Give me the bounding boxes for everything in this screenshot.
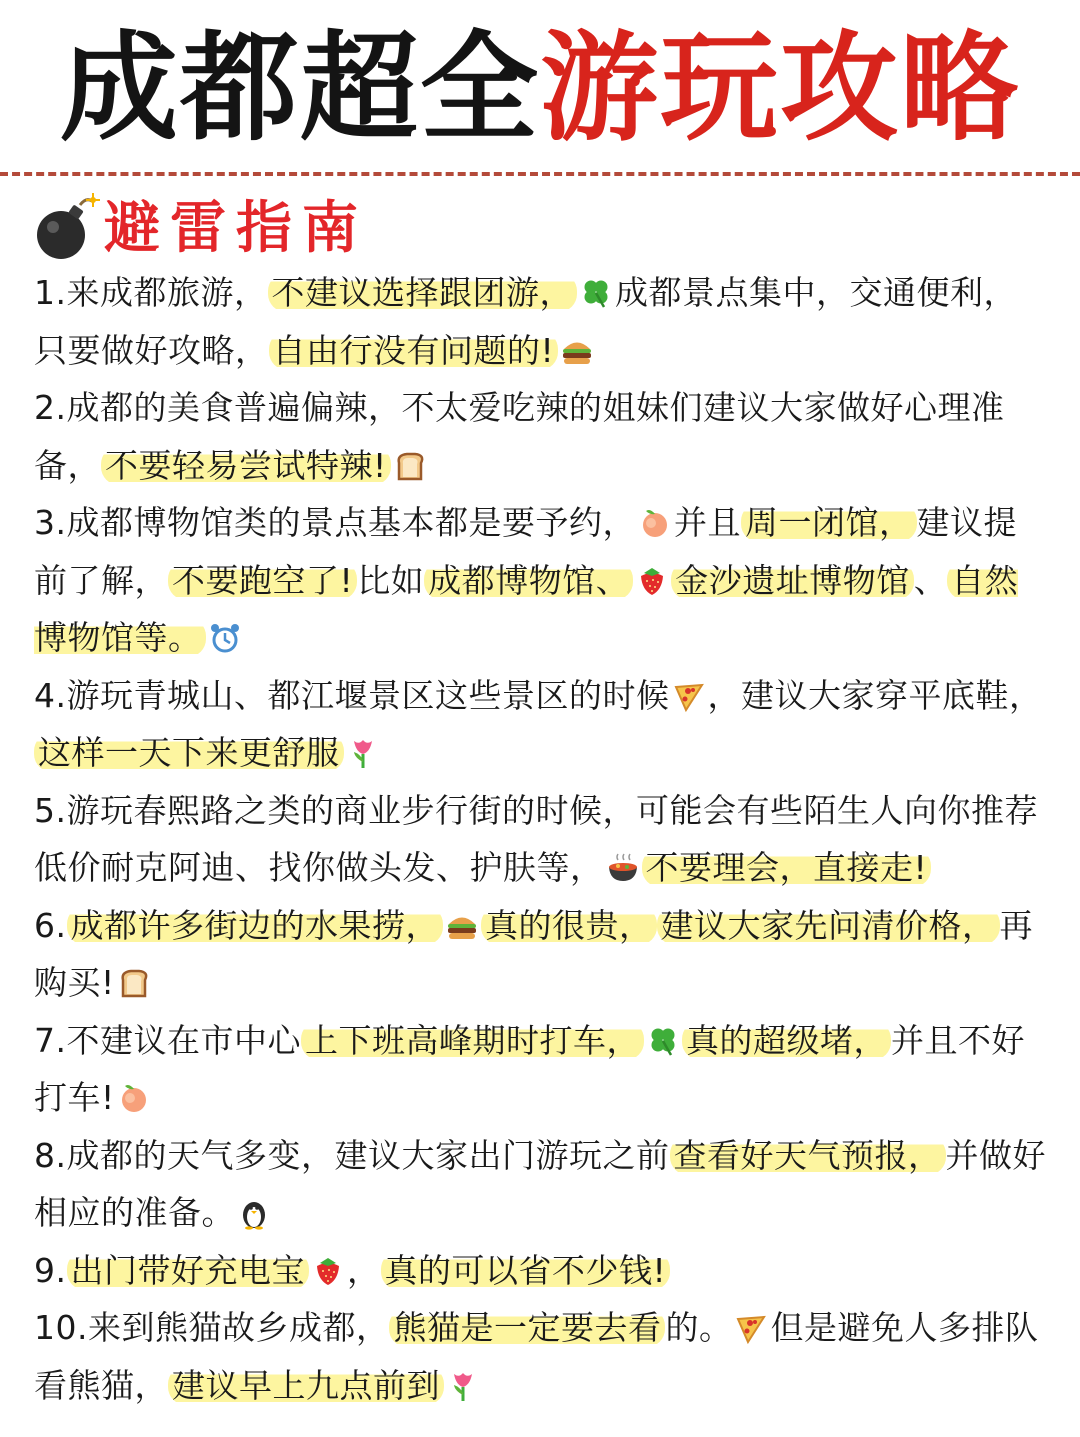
- tip-text: ，: [347, 1250, 381, 1290]
- tip-text: 9.: [34, 1250, 67, 1290]
- tip-text: 5.游玩春熙路之类的商业步行街的时候，可能会有些陌生人向你推荐低价耐克阿迪、找你做头发、护肤等，: [34, 790, 1038, 887]
- tip-text: 3.成都博物馆类的景点基本都是要予约，: [34, 503, 636, 542]
- tip-item: [34, 1012, 1048, 1127]
- tip-text: 4.游玩青城山、都江堰景区这些景区的时候: [34, 675, 670, 715]
- bread-icon: [117, 960, 151, 994]
- highlighted-text: 周一闭馆，: [741, 503, 917, 542]
- highlighted-text: 熊猫是一定要去看: [389, 1308, 665, 1347]
- dashed-divider: [0, 172, 1080, 176]
- tip-text: 建议提前了解，: [34, 503, 1017, 600]
- highlighted-text: 真的可以省不少钱!: [381, 1251, 671, 1290]
- burger-icon: [445, 903, 479, 937]
- pizza-icon: [734, 1305, 768, 1339]
- highlighted-text: 不要轻易尝试特辣!: [101, 446, 391, 485]
- bomb-icon: [30, 193, 100, 263]
- tip-text: 10.来到熊猫故乡成都，: [34, 1308, 390, 1347]
- highlighted-text: 真的很贵，: [481, 906, 657, 945]
- tip-text: 8.成都的天气多变，建议大家出门游玩之前: [34, 1135, 670, 1175]
- pot-icon: [606, 845, 640, 879]
- bread-icon: [393, 443, 427, 477]
- tip-text: 并且: [674, 503, 741, 542]
- tip-text: 再购买!: [34, 905, 1033, 1002]
- clover-icon: [579, 270, 613, 304]
- tip-text: ，建议大家穿平底鞋，: [707, 675, 1043, 715]
- highlighted-text: 成都许多街边的水果捞，: [67, 906, 444, 945]
- tip-item: [34, 1127, 1048, 1242]
- tip-text: 并做好相应的准备。: [34, 1135, 1046, 1232]
- tulip-icon: [446, 1363, 480, 1397]
- highlighted-text: 不要理会，直接走!: [642, 848, 932, 887]
- clover-icon: [646, 1018, 680, 1052]
- tip-text: 并且不好打车!: [34, 1020, 1025, 1117]
- tip-text: 7.不建议在市中心: [34, 1020, 301, 1060]
- tip-text: 但是避免人多排队看熊猫，: [34, 1308, 1039, 1405]
- highlighted-text: 查看好天气预报，: [670, 1136, 946, 1175]
- tip-item: [34, 1242, 1048, 1300]
- tip-item: [34, 782, 1048, 897]
- tip-item: [34, 264, 1048, 379]
- tulip-icon: [346, 730, 380, 764]
- pizza-icon: [672, 673, 706, 707]
- title-part-2: 游玩攻略: [540, 19, 1021, 157]
- tip-text: 成都景点集中，交通便利，只要做好攻略，: [34, 273, 1017, 370]
- peach-icon: [117, 1075, 151, 1109]
- section-header: [30, 190, 368, 266]
- tip-item: [34, 494, 1048, 667]
- highlighted-text: 金沙遗址博物馆: [671, 561, 914, 600]
- tip-item: [34, 667, 1048, 782]
- page-title: [0, 18, 1080, 158]
- tip-text: 、: [913, 560, 948, 600]
- highlighted-text: 真的超级堵，: [682, 1021, 891, 1060]
- highlighted-text: 不要跑空了!: [168, 561, 357, 600]
- highlighted-text: 这样一天下来更舒服: [34, 733, 344, 772]
- tip-text: 1.来成都旅游，: [34, 273, 268, 312]
- tip-item: [34, 897, 1048, 1012]
- strawberry-icon: [311, 1248, 345, 1282]
- tip-text: 6.: [34, 905, 67, 945]
- tip-text: 比如: [357, 560, 425, 600]
- section-title: 避雷指南: [104, 195, 368, 261]
- title-part-1: 成都超全: [59, 19, 540, 157]
- penguin-icon: [237, 1190, 271, 1224]
- strawberry-icon: [635, 558, 669, 592]
- highlighted-text: 成都博物馆、: [424, 561, 633, 600]
- tips-list: [34, 264, 1048, 1414]
- highlighted-text: 出门带好充电宝: [67, 1251, 310, 1290]
- tip-text: 的。: [665, 1308, 733, 1347]
- highlighted-text: 自然博物馆等。: [34, 560, 1019, 657]
- highlighted-text: 上下班高峰期时打车，: [301, 1021, 644, 1060]
- highlighted-text: 建议早上九点前到: [168, 1366, 444, 1405]
- peach-icon: [638, 500, 672, 534]
- highlighted-text: 自由行没有问题的!: [269, 331, 559, 370]
- highlighted-text: 建议大家先问清价格，: [657, 906, 1000, 945]
- highlighted-text: 不建议选择跟团游，: [268, 273, 578, 312]
- tip-item: [34, 379, 1048, 494]
- tip-text: 2.成都的美食普遍偏辣，不太爱吃辣的姐妹们建议大家做好心理准备，: [34, 388, 1005, 485]
- burger-icon: [560, 328, 594, 362]
- tip-item: [34, 1299, 1048, 1414]
- alarm-icon: [208, 615, 242, 649]
